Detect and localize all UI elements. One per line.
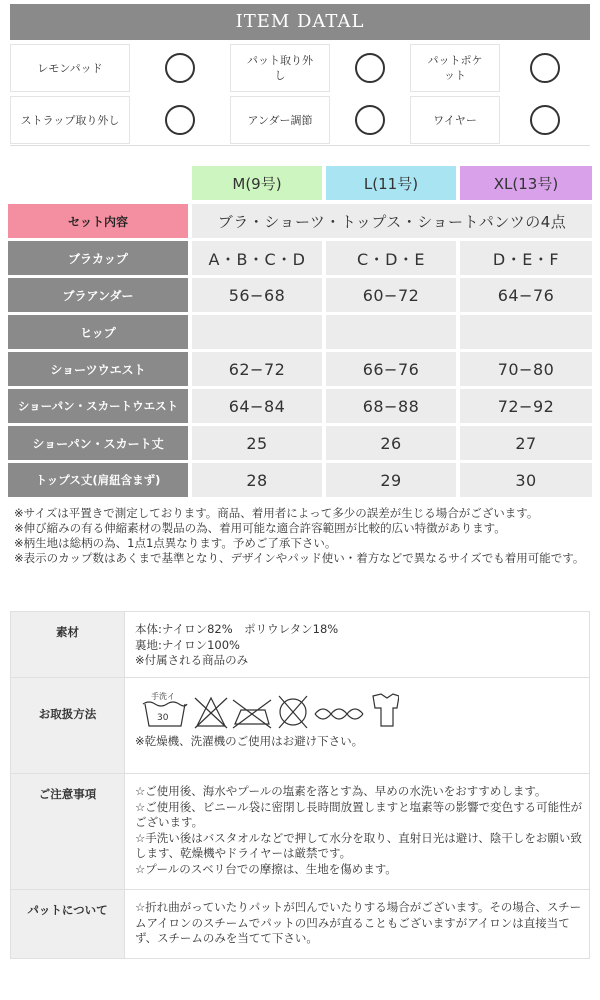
size-value: 64−76 bbox=[460, 278, 592, 312]
info-line: ☆手洗い後はバスタオルなどで押して水分を取り、直射日光は避け、陰干しをお願い致します、乾燥機やドライヤーは厳禁です。 bbox=[135, 830, 582, 860]
size-value: 30 bbox=[460, 463, 592, 497]
circle-mark-icon bbox=[355, 105, 385, 135]
info-line: ※乾燥機、洗濯機のご使用はお避け下さい。 bbox=[135, 734, 364, 748]
size-value bbox=[460, 315, 592, 349]
circle-mark-icon bbox=[530, 53, 560, 83]
size-column-m: M(9号) bbox=[192, 166, 322, 200]
set-contents-label: セット内容 bbox=[8, 204, 188, 238]
features-row bbox=[10, 44, 590, 92]
info-table bbox=[10, 611, 590, 959]
note-line: ※柄生地は総柄の為、1点1点異なります。予めご了承下さい。 bbox=[14, 536, 337, 550]
size-value: 25 bbox=[192, 426, 322, 460]
size-value: 26 bbox=[326, 426, 456, 460]
feature-mark bbox=[500, 96, 590, 144]
info-label: お取扱方法 bbox=[11, 678, 125, 773]
hand-wash-text: 手洗イ bbox=[151, 692, 175, 701]
size-value: 66−76 bbox=[326, 352, 456, 386]
care-symbols bbox=[139, 686, 399, 730]
size-value bbox=[326, 315, 456, 349]
feature-mark bbox=[330, 96, 410, 144]
row-label-shortpants-skirt-waist: ショーパン・スカートウエスト bbox=[8, 389, 188, 423]
row-label-tops-length: トップス丈(肩紐含まず) bbox=[8, 463, 188, 497]
info-row-care bbox=[11, 678, 589, 774]
feature-label: ストラップ取り外し bbox=[10, 96, 130, 144]
info-label: パットについて bbox=[11, 890, 125, 958]
size-value: 70−80 bbox=[460, 352, 592, 386]
row-label-bra-cup: ブラカップ bbox=[8, 241, 188, 275]
header-title: ITEM DATAL bbox=[235, 11, 365, 32]
size-value: 60−72 bbox=[326, 278, 456, 312]
no-dry-clean-icon bbox=[279, 696, 307, 728]
feature-label: パット取り外し bbox=[230, 44, 330, 92]
size-value: 68−88 bbox=[326, 389, 456, 423]
size-value bbox=[192, 315, 322, 349]
info-body bbox=[135, 784, 585, 877]
size-value: 28 bbox=[192, 463, 322, 497]
info-line: 本体:ナイロン82% ポリウレタン18% bbox=[135, 622, 339, 636]
size-notes bbox=[14, 506, 594, 566]
size-column-l: L(11号) bbox=[326, 166, 456, 200]
note-line: ※伸び縮みの有る伸縮素材の製品の為、着用可能な適合許容範囲が比較的広い特徴があります。 bbox=[14, 521, 506, 535]
no-bleach-icon bbox=[195, 698, 227, 728]
info-line: ☆ご使用後、ビニール袋に密閉し長時間放置しますと塩素等の影響で変色する可能性がございます。 bbox=[135, 799, 583, 829]
size-value: 72−92 bbox=[460, 389, 592, 423]
info-line: ※付属される商品のみ bbox=[135, 653, 249, 667]
size-value: 56−68 bbox=[192, 278, 322, 312]
note-line: ※表示のカップ数はあくまで基準となり、デザインやパッド使い・着方などで異なるサイズでも着用可能です。 bbox=[14, 551, 585, 565]
row-label-shortpants-skirt-length: ショーパン・スカート丈 bbox=[8, 426, 188, 460]
size-value: 64−84 bbox=[192, 389, 322, 423]
size-value: 27 bbox=[460, 426, 592, 460]
set-contents-value: ブラ・ショーツ・トップス・ショートパンツの4点 bbox=[192, 204, 592, 238]
note-line: ※サイズは平置きで測定しております。商品、着用者によって多少の誤差が生じる場合がございます。 bbox=[14, 506, 539, 520]
info-line: ☆プールのスベリ台での摩擦は、生地を傷めます。 bbox=[135, 861, 397, 876]
circle-mark-icon bbox=[165, 53, 195, 83]
hand-wash-icon bbox=[143, 691, 187, 726]
feature-mark bbox=[330, 44, 410, 92]
size-value: 29 bbox=[326, 463, 456, 497]
feature-label: レモンパッド bbox=[10, 44, 130, 92]
iron-icon bbox=[233, 700, 271, 728]
size-value: C・D・E bbox=[326, 241, 456, 275]
circle-mark-icon bbox=[530, 105, 560, 135]
feature-mark bbox=[500, 44, 590, 92]
circle-mark-icon bbox=[165, 105, 195, 135]
size-value: 62−72 bbox=[192, 352, 322, 386]
feature-label: パットポケット bbox=[410, 44, 500, 92]
info-row-pad bbox=[11, 890, 589, 958]
info-label: ご注意事項 bbox=[11, 774, 125, 889]
wash-temp-text: 30 bbox=[157, 713, 169, 723]
info-row-material bbox=[11, 612, 589, 678]
row-label-bra-under: ブラアンダー bbox=[8, 278, 188, 312]
feature-mark bbox=[130, 44, 230, 92]
info-body bbox=[135, 622, 585, 669]
item-data-header bbox=[10, 4, 590, 40]
info-line: ☆折れ曲がっていたりパットが凹んでいたりする場合がございます。その場合、スチームアイロンのスチームでパットの凹みが直ることもございますがアイロンは直接当てず、スチームのみを当てて下さい。 bbox=[135, 900, 582, 945]
size-value: D・E・F bbox=[460, 241, 592, 275]
no-wring-icon bbox=[315, 709, 363, 719]
info-label: 素材 bbox=[11, 612, 125, 677]
row-label-shorts-waist: ショーツウエスト bbox=[8, 352, 188, 386]
size-table bbox=[8, 166, 592, 498]
row-label-hip: ヒップ bbox=[8, 315, 188, 349]
shirt-dry-icon bbox=[373, 694, 399, 726]
info-body bbox=[135, 900, 585, 947]
size-value: A・B・C・D bbox=[192, 241, 322, 275]
feature-label: アンダー調節 bbox=[230, 96, 330, 144]
info-line: 裏地:ナイロン100% bbox=[135, 637, 240, 652]
info-line: ☆ご使用後、海水やプールの塩素を落とす為、早めの水洗いをおすすめします。 bbox=[135, 784, 547, 798]
info-row-caution bbox=[11, 774, 589, 890]
size-column-xl: XL(13号) bbox=[460, 166, 592, 200]
feature-label: ワイヤー bbox=[410, 96, 500, 144]
features-grid bbox=[10, 44, 590, 146]
features-row bbox=[10, 96, 590, 144]
circle-mark-icon bbox=[355, 53, 385, 83]
feature-mark bbox=[130, 96, 230, 144]
info-body bbox=[135, 734, 585, 750]
